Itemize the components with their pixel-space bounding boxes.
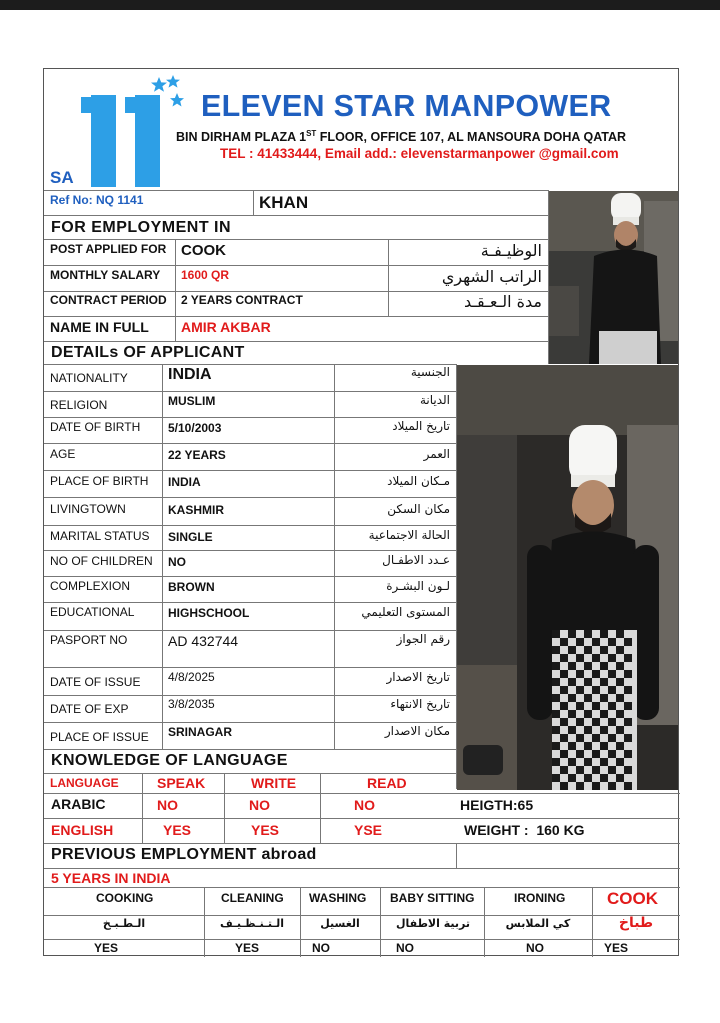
detail-label: AGE xyxy=(50,447,76,461)
language-col-header: LANGUAGE xyxy=(50,776,119,790)
speak-col-header: SPEAK xyxy=(157,775,206,791)
salary-label: MONTHLY SALARY xyxy=(50,268,161,282)
skill-cook-value: YES xyxy=(604,941,629,955)
height-value: HEIGTH:65 xyxy=(460,797,534,813)
detail-label: NO OF CHILDREN xyxy=(50,554,153,568)
detail-value: NO xyxy=(168,555,186,569)
applicant-photo-small xyxy=(549,191,678,364)
detail-label: LIVINGTOWN xyxy=(50,502,126,516)
detail-arabic: تاريخ الانتهاء xyxy=(390,697,450,711)
full-name-value: AMIR AKBAR xyxy=(181,319,271,335)
previous-employment-heading: PREVIOUS EMPLOYMENT abroad xyxy=(51,846,317,863)
details-heading: DETAILs OF APPLICANT xyxy=(51,344,245,361)
skill-baby-sitting-value: NO xyxy=(396,941,414,955)
skill-ironing-arabic: كي الملابس xyxy=(505,917,571,930)
detail-value: 4/8/2025 xyxy=(168,670,215,684)
detail-arabic: الحالة الاجتماعية xyxy=(368,528,450,542)
post-arabic: الوظيـفـة xyxy=(480,241,542,260)
detail-value: SINGLE xyxy=(168,530,213,544)
applicant-photo-large xyxy=(457,365,678,790)
contract-arabic: مدة الـعـقـد xyxy=(463,292,542,311)
detail-label: PLACE OF BIRTH xyxy=(50,474,149,488)
detail-value: BROWN xyxy=(168,580,215,594)
detail-arabic: مكان الاصدار xyxy=(384,724,450,738)
detail-label: EDUCATIONAL xyxy=(50,605,135,619)
company-name: ELEVEN STAR MANPOWER xyxy=(201,89,612,123)
detail-arabic: عـدد الاطفـال xyxy=(382,553,450,567)
detail-label: DATE OF BIRTH xyxy=(50,420,141,434)
logo-code: SA xyxy=(50,168,74,187)
skill-cook-arabic: طباخ xyxy=(618,915,654,931)
detail-arabic: الديانة xyxy=(419,393,450,407)
detail-arabic: المستوى التعليمي xyxy=(361,605,450,619)
star-icon xyxy=(166,75,180,88)
language-name: ENGLISH xyxy=(51,822,114,838)
detail-arabic: تاريخ الميلاد xyxy=(392,419,450,433)
skill-ironing-value: NO xyxy=(526,941,544,955)
skill-cooking-value: YES xyxy=(94,941,119,955)
skill-baby-sitting-arabic: تربية الاطفال xyxy=(395,917,470,930)
detail-arabic: مـكان الميلاد xyxy=(387,474,450,488)
detail-arabic: الجنسية xyxy=(410,365,450,379)
detail-value: 3/8/2035 xyxy=(168,697,215,711)
detail-label: NATIONALITY xyxy=(50,371,128,385)
skill-cleaning-value: YES xyxy=(235,941,260,955)
detail-value: HIGHSCHOOL xyxy=(168,606,250,620)
surname: KHAN xyxy=(259,193,309,212)
write-value: NO xyxy=(249,797,270,813)
skill-cleaning-arabic: الـتـنـظـيـف xyxy=(220,917,284,930)
skill-baby-sitting: BABY SITTING xyxy=(390,891,475,905)
detail-arabic: مكان السكن xyxy=(387,502,450,516)
full-name-label: NAME IN FULL xyxy=(50,319,149,335)
detail-value: 22 YEARS xyxy=(168,448,226,462)
read-value: YSE xyxy=(354,822,383,838)
detail-arabic: العمر xyxy=(423,447,450,461)
detail-label: RELIGION xyxy=(50,398,108,412)
detail-value: SRINAGAR xyxy=(168,725,233,739)
salary-arabic: الراتب الشهري xyxy=(441,267,542,286)
company-address: BIN DIRHAM PLAZA 1ST FLOOR, OFFICE 107, AL MANSOURA DOHA QATAR xyxy=(176,129,627,145)
star-icon xyxy=(151,77,167,92)
skill-washing: WASHING xyxy=(309,891,367,905)
detail-value: 5/10/2003 xyxy=(168,421,222,435)
detail-value: INDIA xyxy=(168,366,212,383)
detail-arabic: تاريخ الاصدار xyxy=(386,670,450,684)
detail-value: INDIA xyxy=(168,475,201,489)
top-dark-bar xyxy=(0,0,720,10)
write-col-header: WRITE xyxy=(251,775,297,791)
detail-label: PLACE OF ISSUE xyxy=(50,730,149,744)
detail-label: PASPORT NO xyxy=(50,633,128,647)
skill-cooking-arabic: الـطـبـخ xyxy=(102,917,146,930)
contract-label: CONTRACT PERIOD xyxy=(50,293,167,307)
previous-employment-note: 5 YEARS IN INDIA xyxy=(51,870,171,886)
language-heading: KNOWLEDGE OF LANGUAGE xyxy=(51,752,288,769)
cv-sheet xyxy=(43,68,679,956)
post-label: POST APPLIED FOR xyxy=(50,242,167,256)
detail-value: KASHMIR xyxy=(168,503,224,517)
company-contact: TEL : 41433444, Email add.: elevenstarmanpower @gmail.com xyxy=(220,146,619,161)
skill-washing-value: NO xyxy=(312,941,330,955)
contract-value: 2 YEARS CONTRACT xyxy=(181,293,303,307)
skill-cooking: COOKING xyxy=(96,891,154,905)
speak-value: YES xyxy=(163,822,192,838)
ref-number: Ref No: NQ 1141 xyxy=(50,193,144,207)
detail-value: MUSLIM xyxy=(168,394,216,408)
skill-cleaning: CLEANING xyxy=(221,891,284,905)
weight-value: WEIGHT : 160 KG xyxy=(464,822,585,838)
detail-label: MARITAL STATUS xyxy=(50,529,150,543)
employment-heading: FOR EMPLOYMENT IN xyxy=(51,219,232,236)
detail-arabic: لـون البشـرة xyxy=(386,579,450,593)
detail-value: AD 432744 xyxy=(168,633,239,649)
star-icon xyxy=(170,93,184,107)
skill-ironing: IRONING xyxy=(514,891,566,905)
skill-cook: COOK xyxy=(607,889,658,908)
post-value: COOK xyxy=(181,242,226,259)
read-col-header: READ xyxy=(367,775,407,791)
write-value: YES xyxy=(251,822,280,838)
detail-label: DATE OF EXP xyxy=(50,702,129,716)
salary-value: 1600 QR xyxy=(181,268,230,282)
language-name: ARABIC xyxy=(51,796,106,812)
detail-arabic: رقم الجواز xyxy=(396,632,450,646)
detail-label: DATE OF ISSUE xyxy=(50,675,141,689)
speak-value: NO xyxy=(157,797,178,813)
read-value: NO xyxy=(354,797,375,813)
detail-label: COMPLEXION xyxy=(50,579,131,593)
skill-washing-arabic: الغسيل xyxy=(320,917,360,930)
